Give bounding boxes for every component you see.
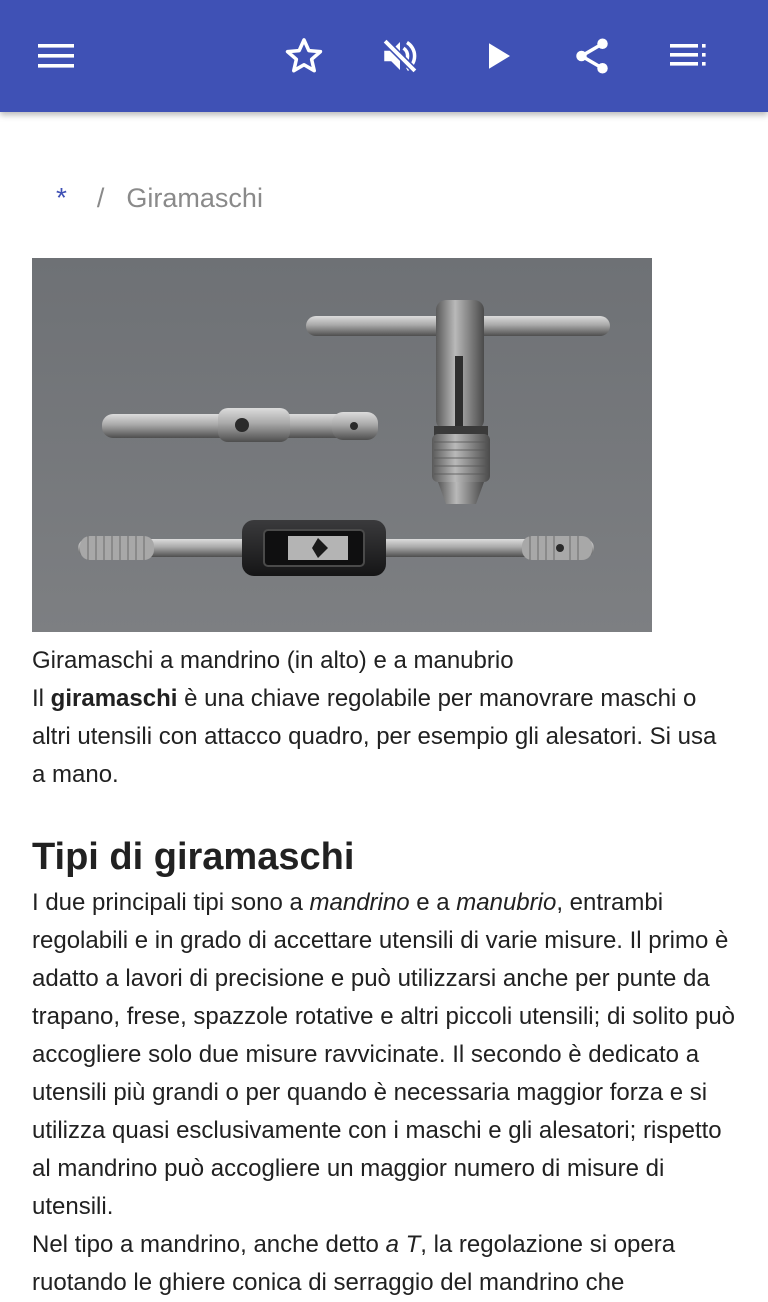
mute-button[interactable] — [372, 28, 428, 84]
app-bar — [0, 0, 768, 112]
breadcrumb — [56, 176, 263, 220]
section-title: Tipi di giramaschi — [32, 836, 355, 878]
menu-button[interactable] — [28, 28, 84, 84]
italic-term: a T — [385, 1231, 421, 1258]
text-run: , entrambi regolabili e in grado di accettare utensili di varie misure. Il primo è adatto a lavori di precisione e può utilizzarsi anche per punte da trapano, frese, spazzole rotative e altri piccoli utensili; di solito può accogliere solo due misure ravvicinate. Il secondo è dedicato a utensili più grandi o per quando è necessaria maggior forza e si utilizza quasi esclusivamente con i maschi e gli alesatori; rispetto al mandrino può accogliere un maggior numero di misure di utensili. — [32, 889, 736, 1220]
text-run: Nel tipo a mandrino, anche detto — [32, 1231, 386, 1258]
section-body — [32, 884, 736, 1302]
intro-text-start: Il — [32, 685, 51, 712]
italic-term: manubrio — [456, 889, 557, 916]
volume-off-icon — [379, 35, 421, 77]
share-icon — [571, 35, 613, 77]
playlist-icon — [668, 41, 708, 71]
article-image[interactable] — [32, 258, 652, 632]
image-caption: Giramaschi a mandrino (in alto) e a manubrio — [32, 647, 514, 674]
tap-wrench-photo — [32, 258, 652, 632]
favorite-button[interactable] — [276, 28, 332, 84]
share-button[interactable] — [564, 28, 620, 84]
playlist-button[interactable] — [660, 28, 716, 84]
intro-paragraph — [32, 680, 736, 794]
intro-text-end: è una chiave regolabile per manovrare maschi o altri utensili con attacco quadro, per esempio gli alesatori. Si usa a mano. — [32, 685, 717, 788]
star-outline-icon — [283, 35, 325, 77]
menu-icon — [36, 41, 76, 71]
play-button[interactable] — [470, 28, 526, 84]
intro-term: giramaschi — [50, 685, 178, 712]
text-run: e a — [409, 889, 457, 916]
paragraph — [32, 1226, 736, 1302]
breadcrumb-current: Giramaschi — [126, 183, 263, 213]
paragraph — [32, 884, 736, 1226]
italic-term: mandrino — [309, 889, 410, 916]
play-icon — [480, 38, 516, 74]
text-run: , la regolazione si opera ruotando le ghiere conica di serraggio del mandrino che — [32, 1231, 676, 1296]
text-run: I due principali tipi sono a — [32, 889, 310, 916]
breadcrumb-home[interactable]: * — [56, 182, 67, 213]
breadcrumb-separator: / — [96, 183, 105, 213]
